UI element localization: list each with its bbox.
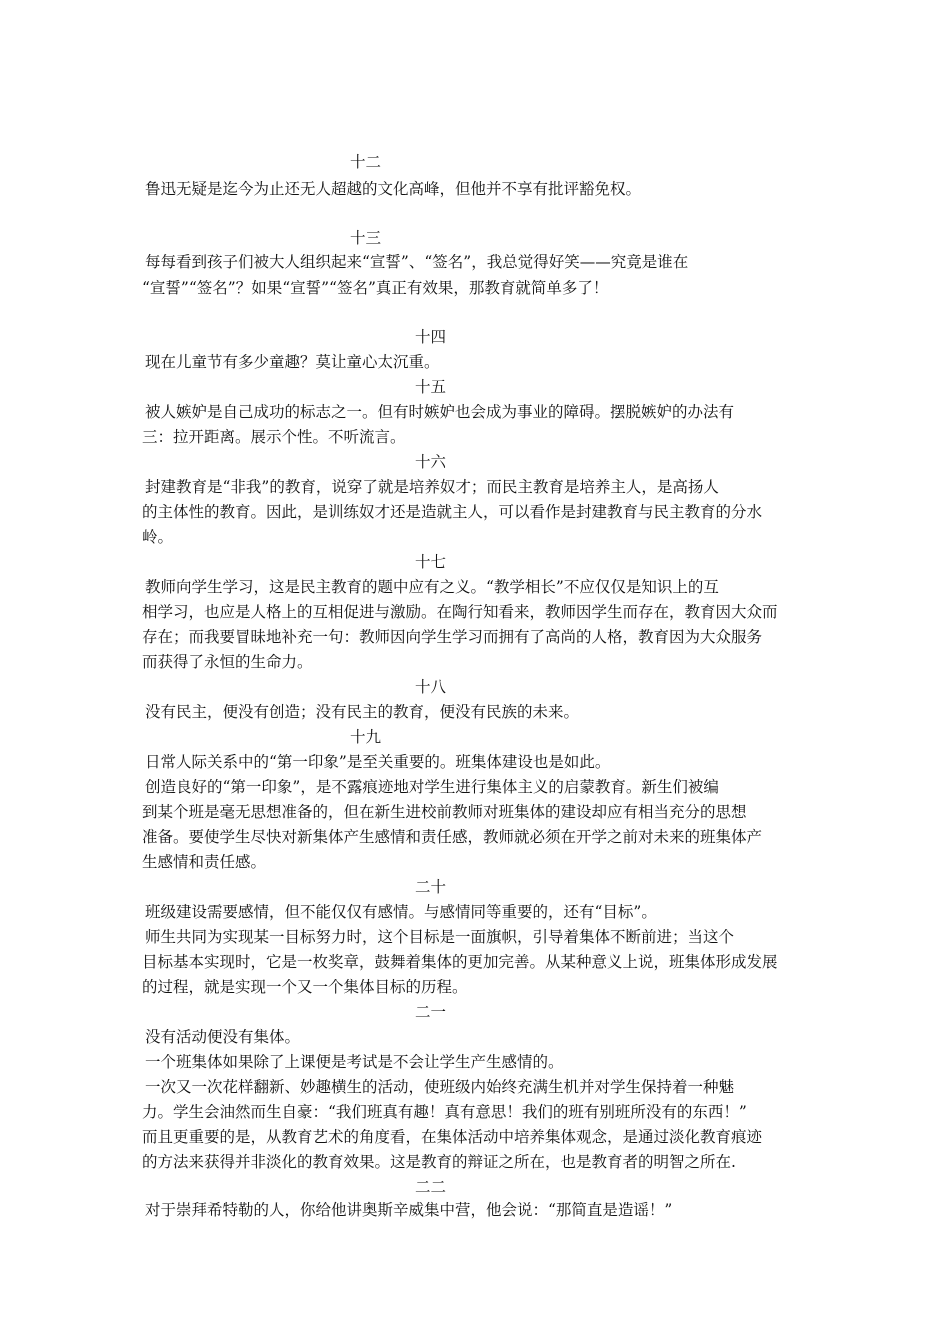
paragraph-line: 被人嫉妒是自己成功的标志之一。但有时嫉妒也会成为事业的障碍。摆脱嫉妒的办法有 [145,403,735,421]
paragraph-line: 日常人际关系中的“第一印象”是至关重要的。班集体建设也是如此。 [145,753,611,771]
paragraph-line: 一次又一次花样翻新、妙趣横生的活动，使班级内始终充满生机并对学生保持着一种魅 [145,1078,735,1096]
paragraph-line: 现在儿童节有多少童趣？莫让童心太沉重。 [145,353,440,371]
paragraph-line: 班级建设需要感情，但不能仅仅有感情。与感情同等重要的，还有“目标”。 [145,903,657,921]
section-heading: 二二 [415,1178,447,1196]
paragraph-line: 而且更重要的是，从教育艺术的角度看，在集体活动中培养集体观念，是通过淡化教育痕迹 [142,1128,763,1146]
paragraph-line: 生感情和责任感。 [142,853,267,871]
paragraph-line: 的过程，就是实现一个又一个集体目标的历程。 [142,978,468,996]
paragraph-line: 的主体性的教育。因此，是训练奴才还是造就主人，可以看作是封建教育与民主教育的分水 [142,503,763,521]
section-heading: 十八 [415,678,447,696]
paragraph-line: 创造良好的“第一印象”，是不露痕迹地对学生进行集体主义的启蒙教育。新生们被编 [145,778,719,796]
paragraph-line: 教师向学生学习，这是民主教育的题中应有之义。“教学相长”不应仅仅是知识上的互 [145,578,719,596]
section-heading: 十二 [350,153,382,171]
paragraph-line: 每每看到孩子们被大人组织起来“宣誓”、“签名”，我总觉得好笑——究竟是谁在 [145,253,689,271]
paragraph-line: 到某个班是毫无思想准备的，但在新生进校前教师对班集体的建设却应有相当充分的思想 [142,803,747,821]
paragraph-line: 一个班集体如果除了上课便是考试是不会让学生产生感情的。 [145,1053,564,1071]
paragraph-line: 对于崇拜希特勒的人，你给他讲奥斯辛威集中营，他会说：“那简直是造谣！” [145,1201,673,1219]
section-heading: 二一 [415,1003,447,1021]
section-heading: 十三 [350,229,382,247]
paragraph-line: 相学习，也应是人格上的互相促进与激励。在陶行知看来，教师因学生而存在，教育因大众而 [142,603,778,621]
paragraph-line: 没有活动便没有集体。 [145,1028,301,1046]
paragraph-line: 没有民主，便没有创造；没有民主的教育，便没有民族的未来。 [145,703,580,721]
paragraph-line: 的方法来获得并非淡化的教育效果。这是教育的辩证之所在，也是教育者的明智之所在. [142,1153,736,1171]
paragraph-line: 力。学生会油然而生自豪：“我们班真有趣！真有意思！我们的班有别班所没有的东西！” [142,1103,747,1121]
section-heading: 十六 [415,453,447,471]
paragraph-line: 目标基本实现时，它是一枚奖章，鼓舞着集体的更加完善。从某种意义上说，班集体形成发展 [142,953,778,971]
section-heading: 十四 [415,328,447,346]
paragraph-line: 而获得了永恒的生命力。 [142,653,313,671]
paragraph-line: 封建教育是“非我”的教育，说穿了就是培养奴才；而民主教育是培养主人，是高扬人 [145,478,719,496]
paragraph-line: 岭。 [142,528,174,546]
section-heading: 二十 [415,878,447,896]
section-heading: 十五 [415,378,447,396]
section-heading: 十七 [415,553,447,571]
paragraph-line: 存在；而我要冒昧地补充一句：教师因向学生学习而拥有了高尚的人格，教育因为大众服务 [142,628,763,646]
paragraph-line: 鲁迅无疑是迄今为止还无人超越的文化高峰，但他并不享有批评豁免权。 [145,180,642,198]
paragraph-line: 师生共同为实现某一目标努力时，这个目标是一面旗帜，引导着集体不断前进；当这个 [145,928,735,946]
section-heading: 十九 [350,728,382,746]
paragraph-line: “宣誓”“签名”？如果“宣誓”“签名”真正有效果，那教育就简单多了！ [142,279,609,297]
paragraph-line: 准备。要使学生尽快对新集体产生感情和责任感，教师就必须在开学之前对未来的班集体产 [142,828,763,846]
paragraph-line: 三：拉开距离。展示个性。不听流言。 [142,428,406,446]
